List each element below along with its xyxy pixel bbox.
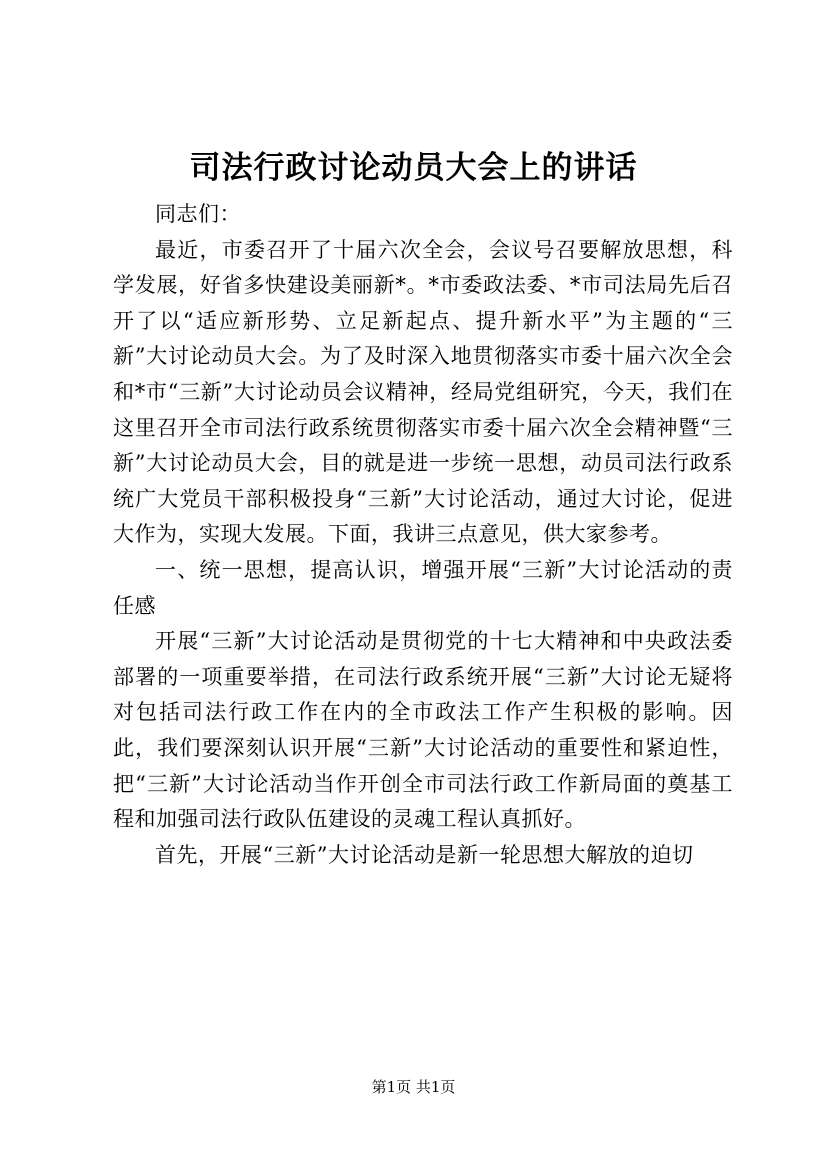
- body-paragraph-continued: 首先，开展“三新”大讨论活动是新一轮思想大解放的迫切: [155, 842, 694, 867]
- page-footer: 第1页 共1页: [371, 1078, 456, 1096]
- section-heading-paragraph: 一、统一思想，提高认识，增强开展“三新”大讨论活动的责任感: [113, 557, 733, 618]
- body-paragraph: 开展“三新”大讨论活动是贯彻党的十七大精神和中央政法委部署的一项重要举措，在司法行政系统开展“三新”大讨论无疑将对包括司法行政工作在内的全市政法工作产生积极的影响。因此，我们要深刻认识开展“三新”大讨论活动的重要性和紧迫性，把“三新”大讨论活动当作开创全市司法行政工作新局面的奠基工程和加强司法行政队伍建设的灵魂工程认真抓好。: [113, 629, 733, 832]
- document-body: [113, 197, 733, 873]
- greeting-paragraph: 同志们：: [155, 202, 241, 226]
- intro-paragraph: 最近，市委召开了十届六次全会，会议号召要解放思想，科学发展，好省多快建设美丽新*。*市委政法委、*市司法局先后召开了以“适应新形势、立足新起点、提升新水平”为主题的“三新”大讨论动员大会。为了及时深入地贯彻落实市委十届六次全会和*市“三新”大讨论动员会议精神，经局党组研究，今天，我们在这里召开全市司法行政系统贯彻落实市委十届六次全会精神暨“三新”大讨论动员大会，目的就是进一步统一思想，动员司法行政系统广大党员干部积极投身“三新”大讨论活动，通过大讨论，促进大作为，实现大发展。下面，我讲三点意见，供大家参考。: [113, 237, 733, 547]
- document-title: 司法行政讨论动员大会上的讲话: [189, 150, 638, 186]
